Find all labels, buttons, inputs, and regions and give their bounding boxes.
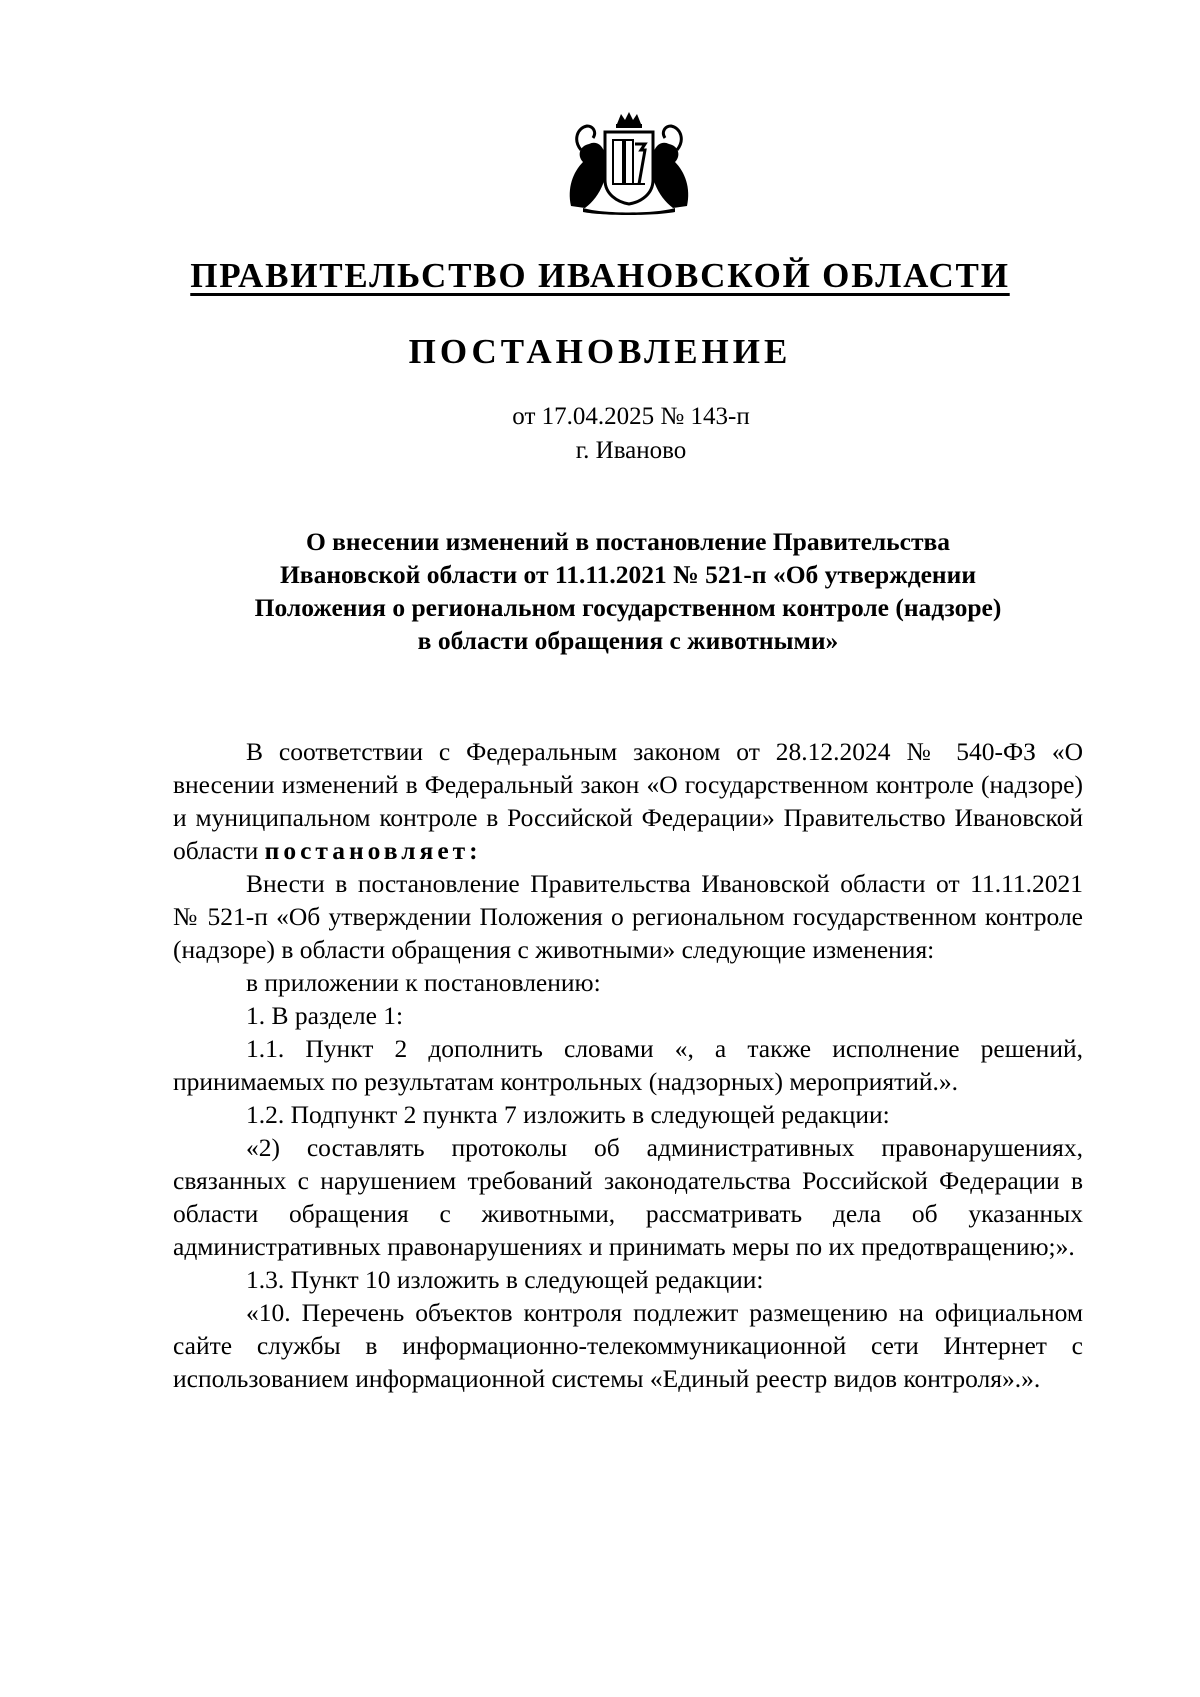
- resolution-keyword: постановляет:: [264, 836, 482, 865]
- subject-line: Положения о региональном государственном контроле (надзоре): [254, 593, 1002, 622]
- body-paragraph: 1. В разделе 1:: [246, 1001, 404, 1030]
- government-name: ПРАВИТЕЛЬСТВО ИВАНОВСКОЙ ОБЛАСТИ: [190, 256, 1010, 295]
- body-paragraph: В соответствии с Федеральным законом от 28.12.2024 № 540-ФЗ «О внесении изменений в Федеральный закон «О государственном контроле (надзоре) и муниципальном контроле в Российской Федерации» Правительство Ивановской области постановляет:: [173, 737, 1083, 865]
- document-city: г. Иваново: [575, 437, 687, 464]
- document-subject: [175, 525, 1081, 657]
- body-paragraph: 1.2. Подпункт 2 пункта 7 изложить в следующей редакции:: [246, 1100, 890, 1129]
- subject-line: О внесении изменений в постановление Правительства: [305, 527, 951, 556]
- body-paragraph: «10. Перечень объектов контроля подлежит размещению на официальном сайте службы в информационно-телекоммуникационной сети Интернет с использованием информационной системы «Единый реестр видов контроля».».: [173, 1298, 1083, 1393]
- document-date-number: от 17.04.2025 № 143-п: [512, 403, 750, 430]
- body-paragraph: в приложении к постановлению:: [246, 968, 601, 997]
- body-paragraph: «2) составлять протоколы об административных правонарушениях, связанных с нарушением требований законодательства Российской Федерации в области обращения с животными, рассматривать дела об указанных административных правонарушениях и принимать меры по их предотвращению;».: [173, 1133, 1083, 1261]
- coat-of-arms-icon: [563, 110, 695, 216]
- body-paragraph: Внести в постановление Правительства Ивановской области от 11.11.2021 № 521-п «Об утверждении Положения о региональном государственном контроле (надзоре) в области обращения с животными» следующие изменения:: [173, 869, 1083, 964]
- document-type: ПОСТАНОВЛЕНИЕ: [408, 332, 792, 371]
- subject-line: в области обращения с животными»: [417, 626, 839, 655]
- document-body: [173, 735, 1083, 1395]
- body-paragraph: 1.3. Пункт 10 изложить в следующей редакции:: [246, 1265, 764, 1294]
- subject-line: Ивановской области от 11.11.2021 № 521-п «Об утверждении: [279, 560, 977, 589]
- body-paragraph: 1.1. Пункт 2 дополнить словами «, а также исполнение решений, принимаемых по результатам контрольных (надзорных) мероприятий.».: [173, 1034, 1083, 1096]
